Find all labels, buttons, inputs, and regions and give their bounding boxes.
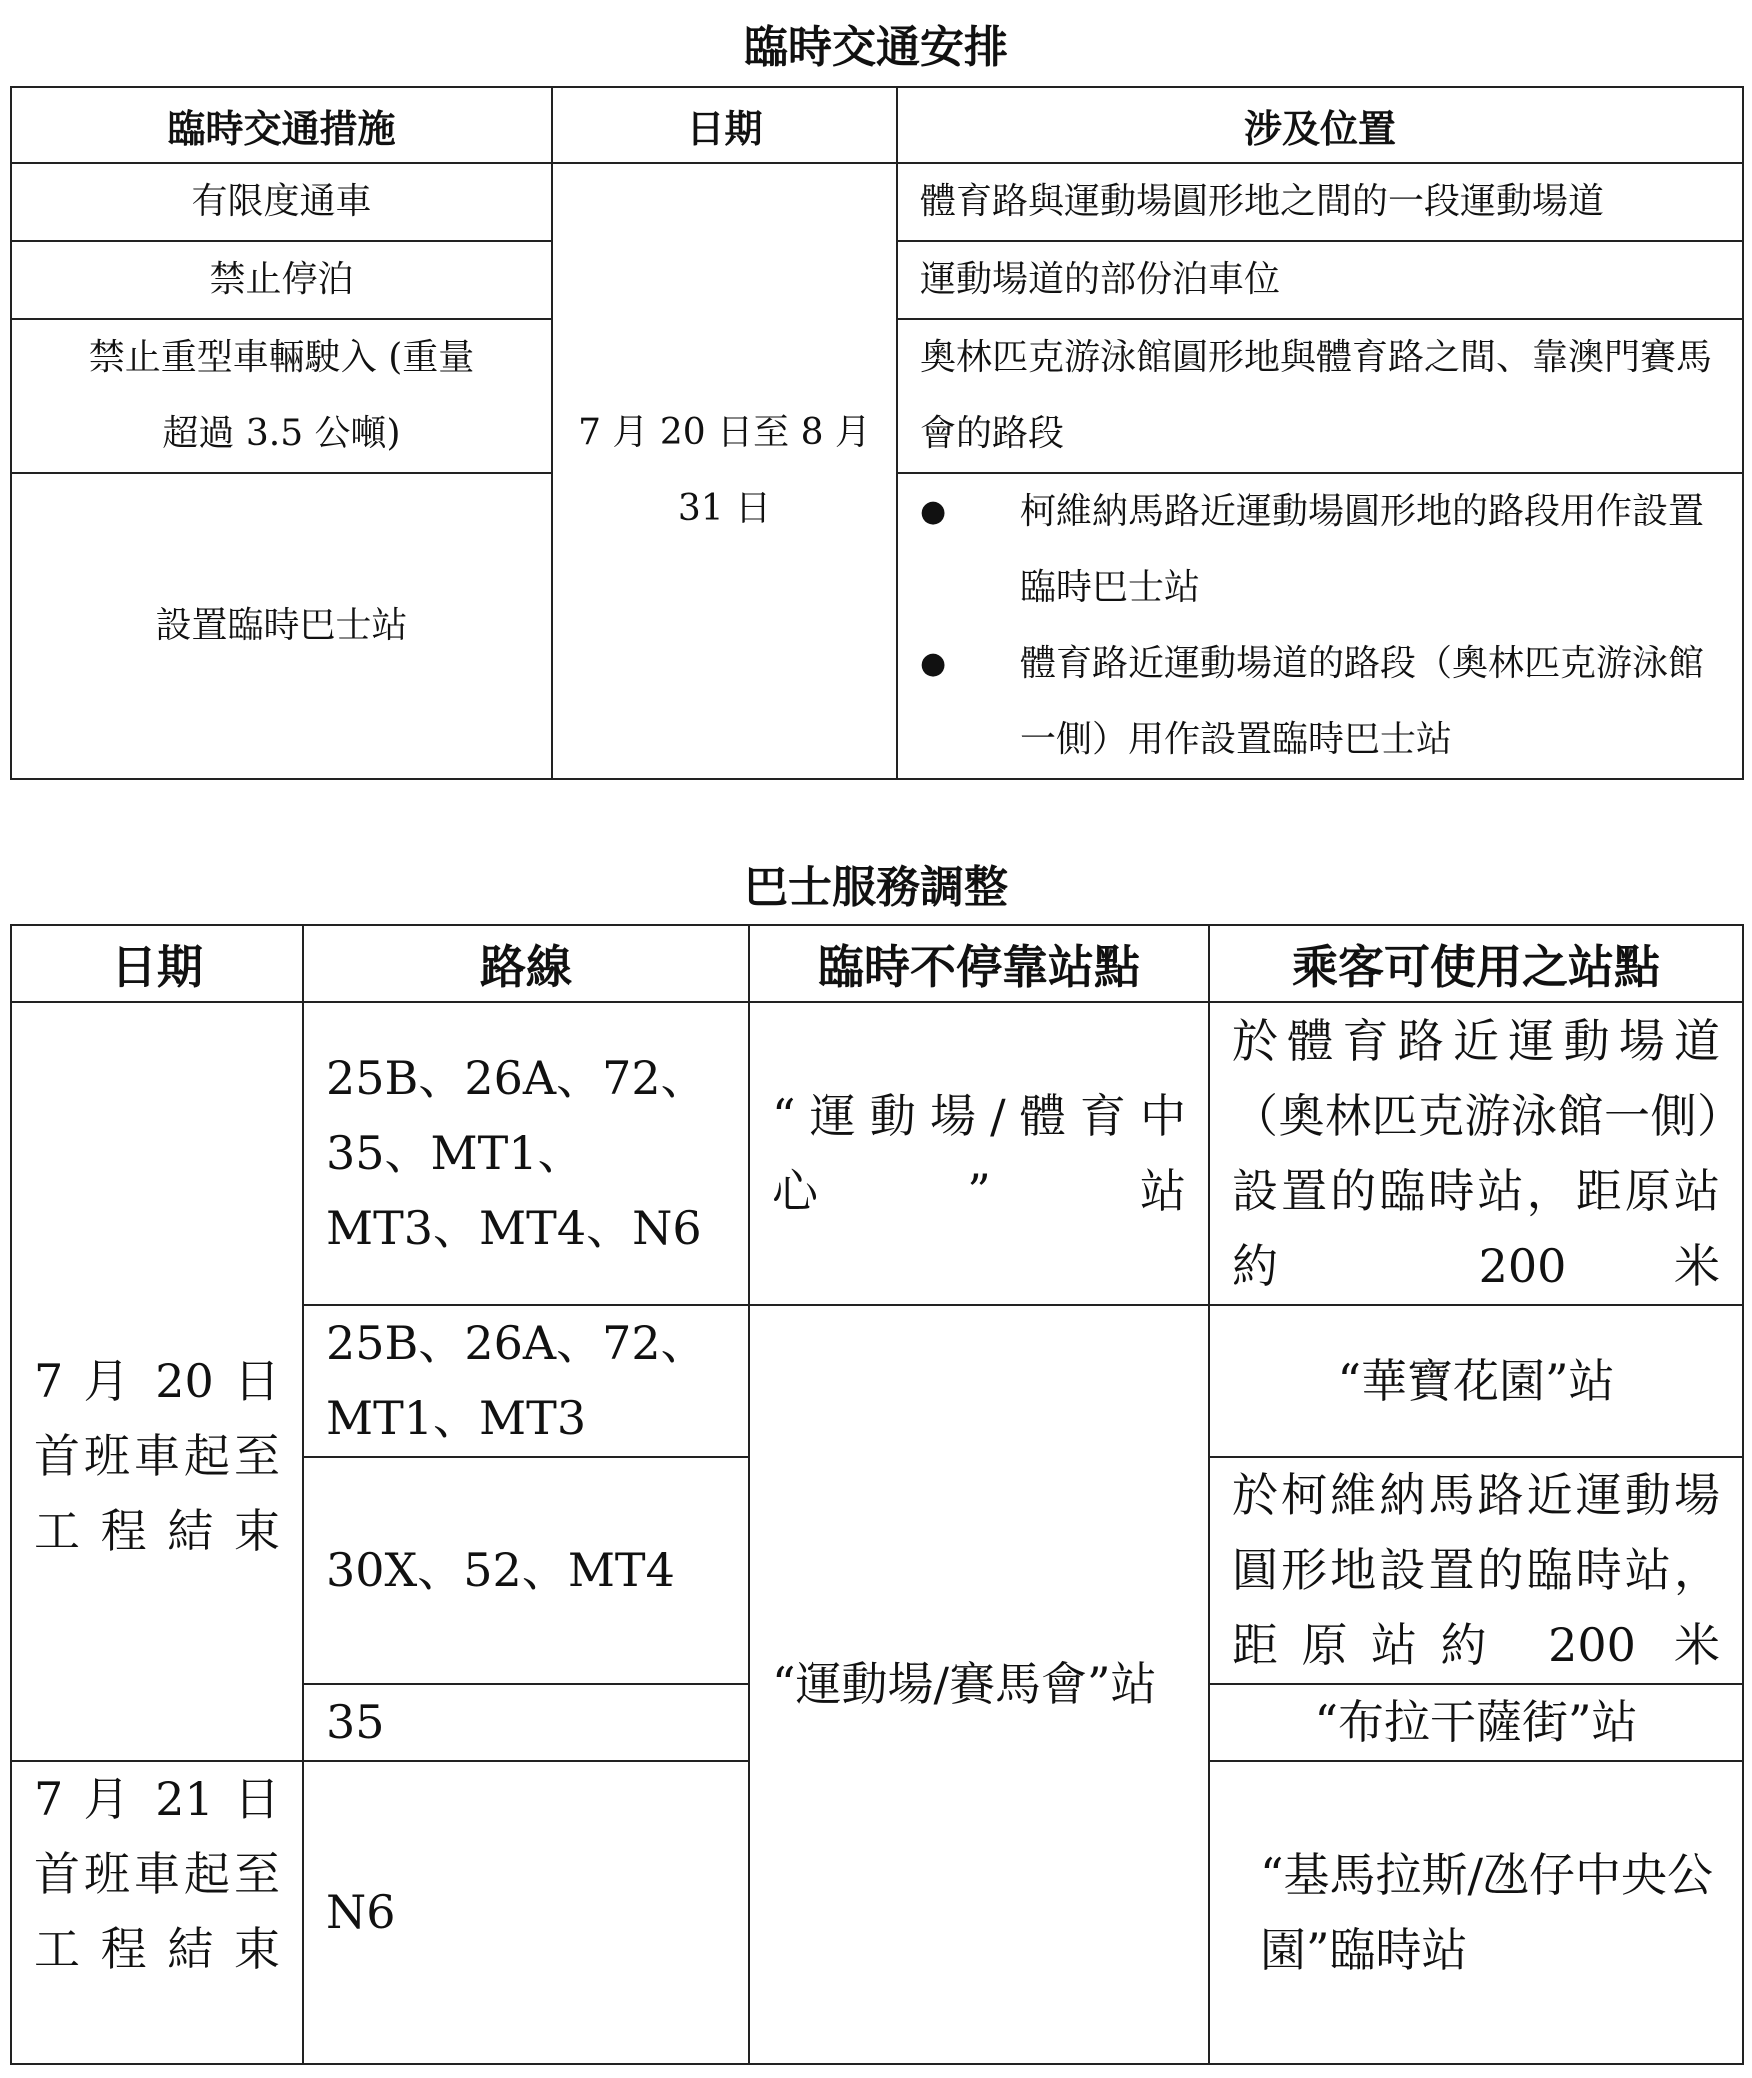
alternative-stop-cell: 於體育路近運動場道（奧林匹克游泳館一側）設置的臨時站，距原站約 200 米 — [1209, 1002, 1743, 1305]
suspended-stop-cell: “運動場/賽馬會”站 — [749, 1305, 1209, 2064]
bullet-icon: ● — [920, 646, 947, 681]
alternative-stop-cell: “布拉干薩街”站 — [1209, 1684, 1743, 1761]
suspended-stop-cell: “運動場/體育中心”站 — [749, 1002, 1209, 1305]
alternative-stop-cell: “華寶花園”站 — [1209, 1305, 1743, 1457]
table-row — [11, 1002, 1743, 1305]
traffic-arrangement-table — [10, 86, 1744, 780]
location-cell — [897, 473, 1743, 779]
bullet-item — [898, 626, 1742, 778]
traffic-arrangement-title: 臨時交通安排 — [744, 22, 1008, 73]
measure-cell: 禁止停泊 — [11, 241, 552, 319]
routes-cell: 35 — [303, 1684, 749, 1761]
header-date: 日期 — [552, 87, 897, 163]
date-cell: 7 月 20 日 首班車起至工程結束 — [11, 1002, 303, 1761]
header-measure: 臨時交通措施 — [11, 87, 552, 163]
header-alternative-stop: 乘客可使用之站點 — [1209, 925, 1743, 1002]
bus-adjustment-title: 巴士服務調整 — [744, 862, 1008, 913]
header-suspended-stop: 臨時不停靠站點 — [749, 925, 1209, 1002]
measure-cell: 設置臨時巴士站 — [11, 473, 552, 779]
table-header-row — [11, 87, 1743, 163]
table-row — [11, 163, 1743, 241]
bullet-text: 柯維納馬路近運動場圓形地的路段用作設置臨時巴士站 — [1020, 491, 1705, 608]
header-location: 涉及位置 — [897, 87, 1743, 163]
routes-cell: 25B、26A、72、MT1、MT3 — [303, 1305, 749, 1457]
routes-cell: N6 — [303, 1761, 749, 2064]
bullet-item — [898, 474, 1742, 626]
location-cell: 運動場道的部份泊車位 — [897, 241, 1743, 319]
bus-adjustment-table — [10, 924, 1744, 2065]
location-cell: 奧林匹克游泳館圓形地與體育路之間、靠澳門賽馬會的路段 — [897, 319, 1743, 473]
measure-cell: 禁止重型車輛駛入 (重量超過 3.5 公噸) — [11, 319, 552, 473]
header-routes: 路線 — [303, 925, 749, 1002]
date-cell: 7 月 20 日至 8 月 31 日 — [552, 163, 897, 779]
table-header-row — [11, 925, 1743, 1002]
alternative-stop-cell: 於柯維納馬路近運動場圓形地設置的臨時站，距原站約 200 米 — [1209, 1457, 1743, 1684]
date-cell: 7 月 21 日 首班車起至工程結束 — [11, 1761, 303, 2064]
bullet-icon: ● — [920, 494, 947, 529]
alternative-stop-cell: “基馬拉斯/氹仔中央公園”臨時站 — [1209, 1761, 1743, 2064]
bullet-text: 體育路近運動場道的路段（奧林匹克游泳館一側）用作設置臨時巴士站 — [1020, 643, 1705, 760]
measure-cell: 有限度通車 — [11, 163, 552, 241]
location-cell: 體育路與運動場圓形地之間的一段運動場道 — [897, 163, 1743, 241]
header-date: 日期 — [11, 925, 303, 1002]
routes-cell: 30X、52、MT4 — [303, 1457, 749, 1684]
routes-cell: 25B、26A、72、35、MT1、MT3、MT4、N6 — [303, 1002, 749, 1305]
